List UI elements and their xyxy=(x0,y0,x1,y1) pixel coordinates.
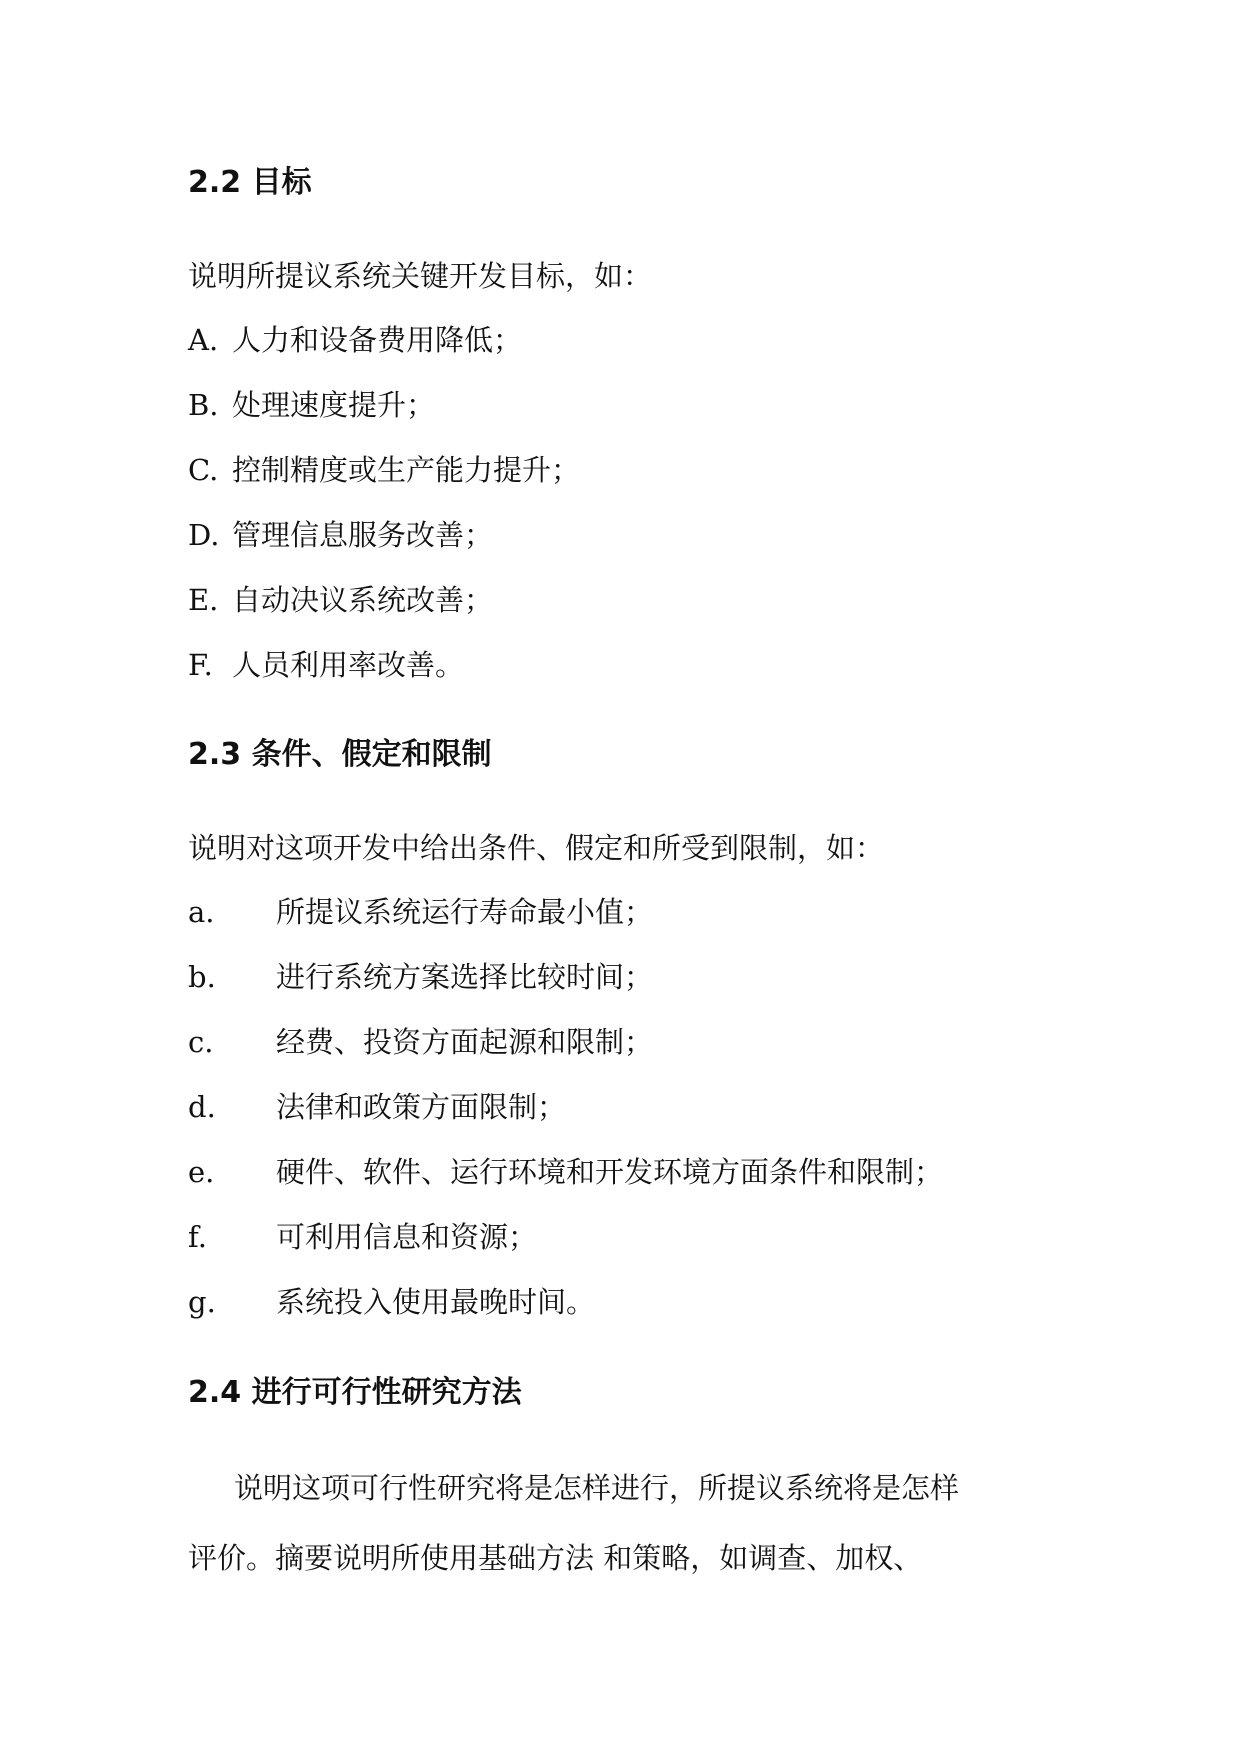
list-item xyxy=(188,515,493,555)
list-item-text: 系统投入使用最晚时间。 xyxy=(276,1285,596,1319)
section-2-4-line-1: 说明这项可行性研究将是怎样进行，所提议系统将是怎样 xyxy=(234,1471,960,1505)
list-item-text: 控制精度或生产能力提升； xyxy=(232,453,581,487)
list-item-label: E. xyxy=(188,583,219,617)
list-item-label: g. xyxy=(188,1285,216,1319)
list-item-text: 可利用信息和资源； xyxy=(276,1220,538,1254)
list-item xyxy=(188,892,653,932)
list-item xyxy=(188,385,435,425)
list-item-text: 处理速度提升； xyxy=(232,388,436,422)
list-item-label: f. xyxy=(188,1220,207,1254)
list-item xyxy=(188,320,522,360)
list-item xyxy=(188,645,464,685)
list-item xyxy=(188,1152,943,1192)
list-item-label: e. xyxy=(188,1155,215,1189)
list-item-label: D. xyxy=(188,518,220,552)
section-heading-2-3: 2.3 条件、假定和限制 xyxy=(188,737,492,772)
section-2-4-line-2: 评价。摘要说明所使用基础方法 和策略，如调查、加权、 xyxy=(188,1541,923,1575)
list-item-text: 经费、投资方面起源和限制； xyxy=(276,1025,654,1059)
list-item-label: a. xyxy=(188,895,215,929)
list-item-text: 硬件、软件、运行环境和开发环境方面条件和限制； xyxy=(276,1155,944,1189)
list-item-text: 自动决议系统改善； xyxy=(232,583,494,617)
section-2-2-intro: 说明所提议系统关键开发目标，如： xyxy=(188,259,653,293)
list-item-text: 人力和设备费用降低； xyxy=(232,323,523,357)
section-heading-2-2: 2.2 目标 xyxy=(188,165,312,200)
list-item xyxy=(188,450,580,490)
list-item-label: F. xyxy=(188,648,213,682)
list-item-text: 进行系统方案选择比较时间； xyxy=(276,960,654,994)
list-item-text: 所提议系统运行寿命最小值； xyxy=(276,895,654,929)
list-item xyxy=(188,1282,595,1322)
list-item-label: d. xyxy=(188,1090,216,1124)
list-item-label: b. xyxy=(188,960,216,994)
list-item-label: C. xyxy=(188,453,219,487)
list-item-label: A. xyxy=(188,323,219,357)
section-heading-2-4: 2.4 进行可行性研究方法 xyxy=(188,1375,522,1410)
list-item xyxy=(188,957,653,997)
list-item-label: c. xyxy=(188,1025,214,1059)
list-item-label: B. xyxy=(188,388,219,422)
list-item xyxy=(188,1087,566,1127)
list-item-text: 人员利用率改善。 xyxy=(232,648,465,682)
list-item-text: 法律和政策方面限制； xyxy=(276,1090,567,1124)
list-item xyxy=(188,1022,653,1062)
list-item xyxy=(188,580,493,620)
list-item-text: 管理信息服务改善； xyxy=(232,518,494,552)
list-item xyxy=(188,1217,537,1257)
section-2-3-intro: 说明对这项开发中给出条件、假定和所受到限制，如： xyxy=(188,831,885,865)
